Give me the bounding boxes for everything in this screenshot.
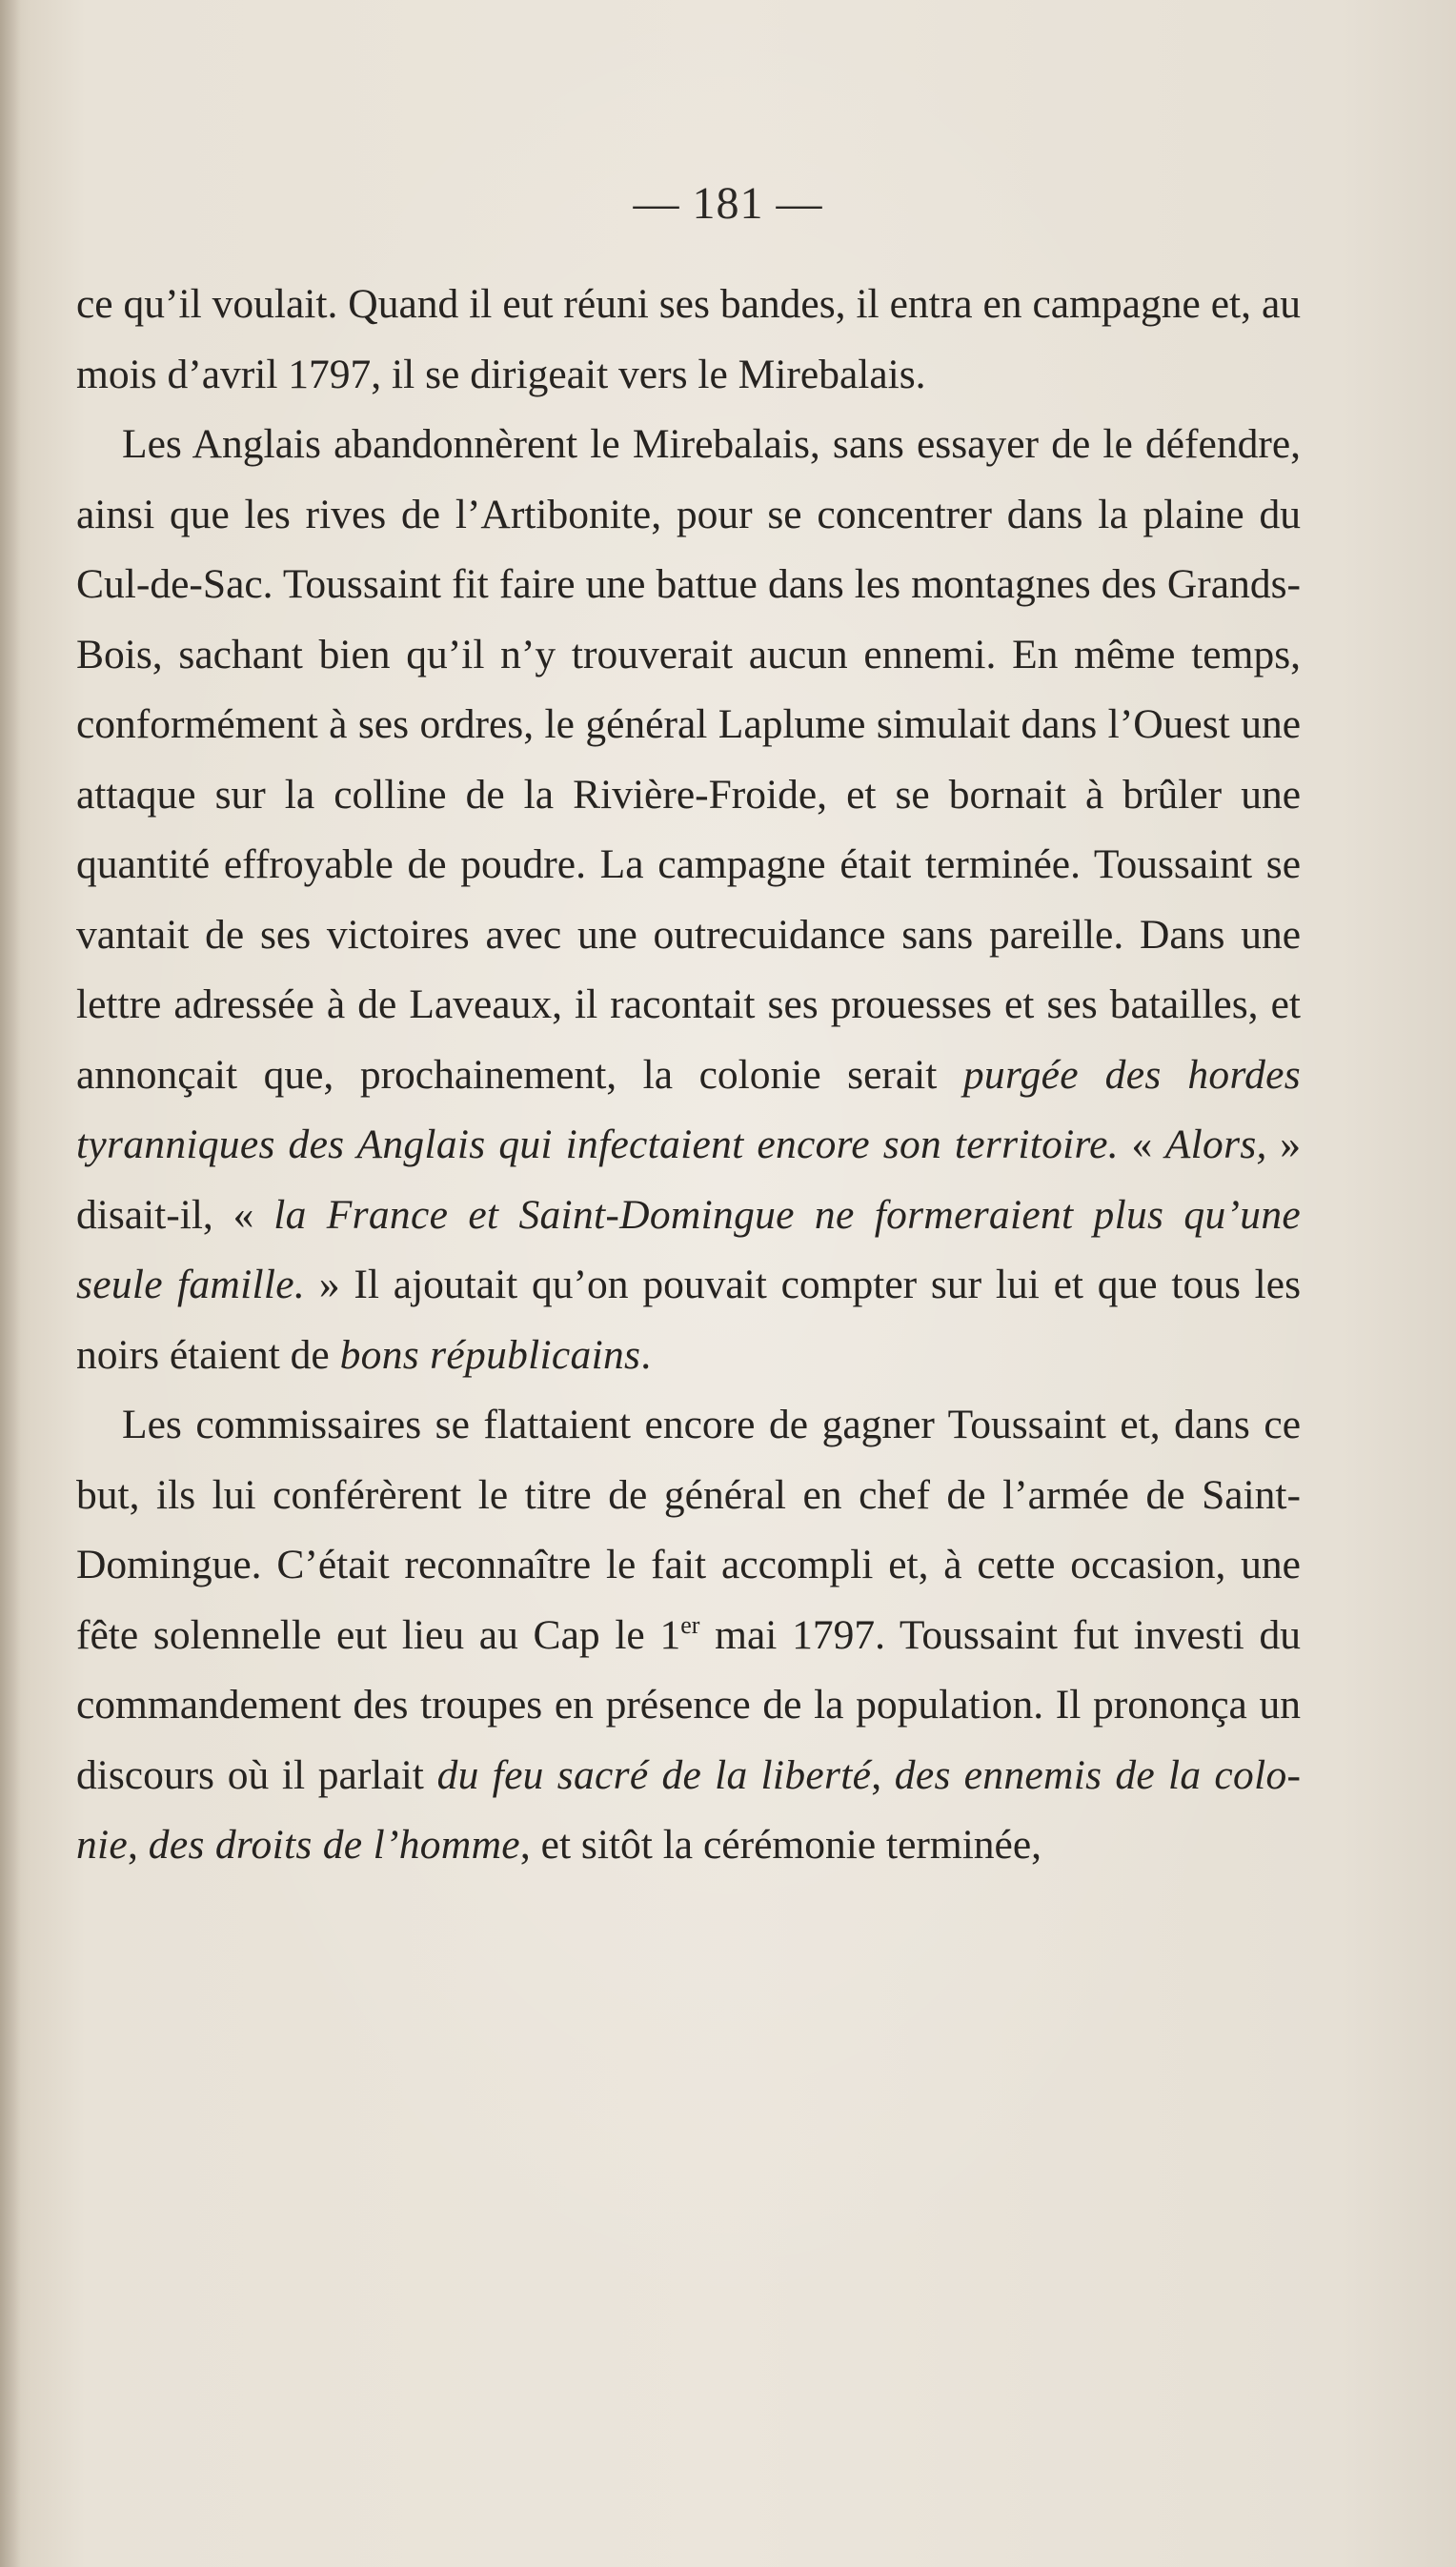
paragraph-3-italic-1: du feu sacré de la liberté xyxy=(436,1751,872,1798)
paragraph-2-italic-2: Alors, xyxy=(1164,1122,1267,1167)
paragraph-2-italic-3: la France et Saint-Domingue ne formeraient plus qu’une seule famille. xyxy=(76,1191,1301,1307)
paragraph-3-italic-3: des droits de l’homme xyxy=(148,1822,520,1868)
paragraph-2-text-2: « xyxy=(1118,1122,1165,1167)
body-text xyxy=(76,270,1301,1881)
paragraph-3-text-5: , et sitôt la cérémonie terminée, xyxy=(519,1822,1042,1868)
paragraph-2 xyxy=(76,410,1301,1390)
paragraph-2-italic-4: bons républicains xyxy=(339,1331,641,1378)
page-number-header: — 181 — xyxy=(633,178,823,229)
paragraph-2-text-5: . xyxy=(640,1331,652,1378)
paragraph-3-italic-2: des ennemis de la colonie xyxy=(76,1751,1302,1868)
paragraph-1: ce qu’il voulait. Quand il eut réuni ses bandes, il entra en campagne et, au mois d’avril 1797, il se dirigeait vers le Mirebalais. xyxy=(76,281,1301,397)
paragraph-3-text-2: mai 1797. Toussaint fut investi du commandement des troupes en présence de la population. Il prononça un discours où il parlait xyxy=(76,1611,1301,1798)
paragraph-3-text-4: , xyxy=(128,1822,149,1868)
paragraph-2-text-3: » disait-il, « xyxy=(76,1122,1302,1238)
paragraph-3-text-3: , xyxy=(871,1751,895,1798)
paragraph-3-superscript: er xyxy=(680,1610,700,1639)
paragraph-3-text-1: Les commissaires se flattaient encore de gagner Toussaint et, dans ce but, ils lui conférèrent le titre de général en chef de l’armée de Saint-Domingue. C’était reconnaître le fait accompli et, à cette occasion, une fête solennelle eut lieu au Cap le 1 xyxy=(76,1402,1301,1658)
paragraph-3 xyxy=(76,1390,1301,1881)
paragraph-2-text-4: » Il ajoutait qu’on pouvait compter sur lui et que tous les noirs étaient de xyxy=(76,1262,1301,1378)
paragraph-2-text-1: Les Anglais abandonnèrent le Mirebalais, sans essayer de le défendre, ainsi que les rives de l’Artibonite, pour se concentrer dans la plaine du Cul-de-Sac. Toussaint fit faire une battue dans les montagnes des Grands-Bois, sachant bien qu’il n’y trouverait aucun ennemi. En même temps, conformément à ses ordres, le général Laplume simulait dans l’Ouest une attaque sur la colline de la Rivière-Froide, et se bornait à brûler une quantité effroyable de poudre. La campagne était terminée. Toussaint se vantait de ses victoires avec une outrecuidance sans pareille. Dans une lettre adressée à de Laveaux, il racontait ses prouesses et ses batailles, et annonçait que, prochainement, la colonie serait xyxy=(76,421,1301,1098)
paragraph-2-italic-1: purgée des hordes tyranniques des Anglais qui infectaient encore son territoire. xyxy=(76,1051,1301,1167)
